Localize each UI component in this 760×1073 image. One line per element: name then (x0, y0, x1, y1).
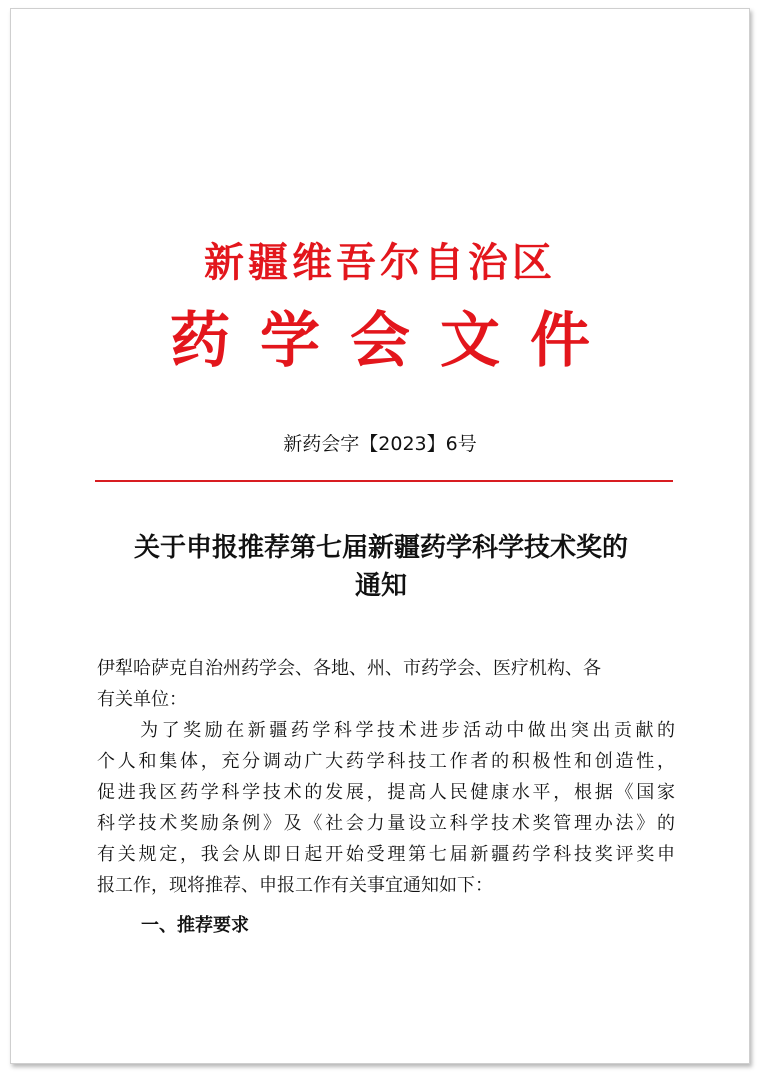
issuing-organization-name: 新疆维吾尔自治区 (204, 239, 556, 286)
paragraph-line-5: 有关规定，我会从即日起开始受理第七届新疆药学科技奖评奖申 (97, 844, 675, 865)
paragraph-line-4: 科学技术奖励条例》及《社会力量设立科学技术奖管理办法》的 (97, 813, 675, 834)
section-heading-recommendation-requirements: 一、推荐要求 (141, 915, 249, 936)
body-paragraph (97, 715, 675, 901)
addressee-line-1: 伊犁哈萨克自治州药学会、各地、州、市药学会、医疗机构、各 (97, 658, 601, 679)
title-line-1: 关于申报推荐第七届新疆药学科学技术奖的 (133, 533, 628, 563)
paragraph-line-6: 报工作，现将推荐、申报工作有关事宜通知如下： (97, 875, 493, 896)
addressee-line-2: 有关单位： (97, 689, 187, 710)
paragraph-line-1: 为了奖励在新疆药学科学技术进步活动中做出突出贡献的 (97, 720, 675, 741)
document-title (71, 529, 691, 605)
document-type-heading: 药学会文件 (170, 306, 620, 376)
paragraph-line-2: 个人和集体，充分调动广大药学科技工作者的积极性和创造性， (97, 751, 675, 772)
red-separator-line (95, 480, 673, 482)
document-page (10, 8, 750, 1064)
title-line-2: 通知 (354, 571, 407, 601)
document-number: 新药会字【2023】6号 (283, 433, 477, 455)
paragraph-line-3: 促进我区药学科学技术的发展，提高人民健康水平，根据《国家 (97, 782, 675, 803)
addressee (97, 653, 675, 715)
